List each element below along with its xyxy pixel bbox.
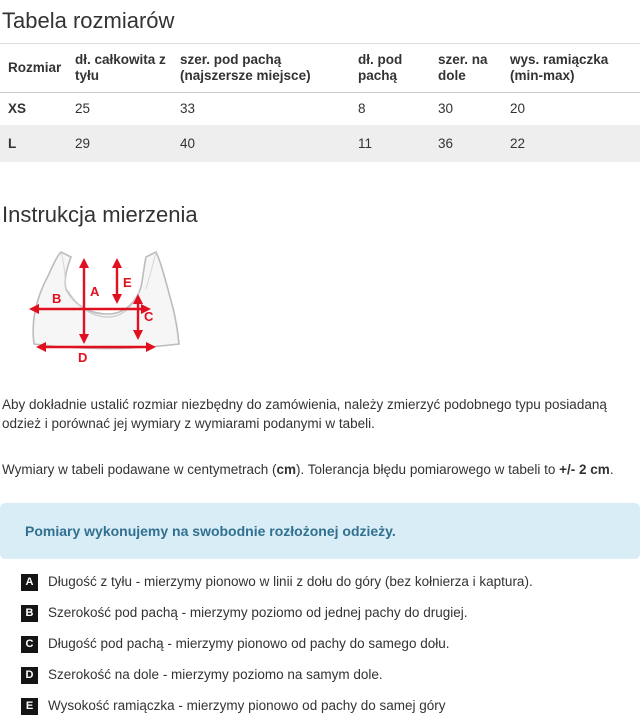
measurement-description: Szerokość pod pachą - mierzymy poziomo od jednej pachy do drugiej. <box>48 605 468 620</box>
badge-d-icon: D <box>21 667 38 684</box>
table-row-xs <box>0 93 640 126</box>
cell-value: 8 <box>358 101 366 116</box>
measurement-description: Wysokość ramiączka - mierzymy pionowo od pachy do samej góry <box>48 698 446 713</box>
measurement-description: Długość z tyłu - mierzymy pionowo w linii z dołu do góry (bez kołnierza i kaptura). <box>48 574 533 589</box>
table-row-l <box>0 125 640 162</box>
cell-value: 11 <box>350 125 430 162</box>
list-item <box>21 666 640 684</box>
diagram-label-c: C <box>144 309 154 324</box>
units-tolerance-paragraph <box>2 460 640 479</box>
measurement-note-box <box>0 503 640 559</box>
measurement-definitions-list <box>0 573 640 715</box>
list-item <box>21 573 640 591</box>
paragraph2-bold-cm: cm <box>276 462 296 477</box>
cell-value: 29 <box>67 125 172 162</box>
cell-value: 33 <box>180 101 196 116</box>
cell-value: 22 <box>502 125 640 162</box>
col-header-szer-na-dole: szer. na dole <box>430 44 502 93</box>
measurement-description: Szerokość na dole - mierzymy poziomo na samym dole. <box>48 667 383 682</box>
size-table-title: Tabela rozmiarów <box>2 8 175 33</box>
cell-value: 36 <box>430 125 502 162</box>
col-header-rozmiar: Rozmiar <box>0 44 67 93</box>
cell-value: 40 <box>172 125 350 162</box>
col-header-szer-pod-pacha: szer. pod pachą (najszersze miejsce) <box>172 44 350 93</box>
cell-value: 20 <box>510 101 526 116</box>
garment-measurement-diagram-icon <box>20 246 220 371</box>
col-header-dl-calkowita: dł. całkowita z tyłu <box>67 44 172 93</box>
measurement-note-text: Pomiary wykonujemy na swobodnie rozłożonej odzieży. <box>25 523 396 539</box>
paragraph2-bold-tolerance: +/- 2 cm <box>559 462 610 477</box>
cell-value: 25 <box>75 101 91 116</box>
list-item <box>21 635 640 653</box>
badge-c-icon: C <box>21 636 38 653</box>
cell-size: XS <box>8 101 27 116</box>
diagram-label-b: B <box>52 291 62 306</box>
list-item <box>21 604 640 622</box>
diagram-label-d: D <box>78 350 88 365</box>
diagram-label-a: A <box>90 284 100 299</box>
cell-value: 30 <box>438 101 454 116</box>
list-item <box>21 697 640 715</box>
size-table-header-row <box>0 44 640 93</box>
paragraph2-part3: . <box>609 462 614 477</box>
cell-size: L <box>0 125 67 162</box>
badge-a-icon: A <box>21 574 38 591</box>
col-header-wys-ramiaczka: wys. ramiączka (min-max) <box>502 44 640 93</box>
paragraph2-part1: Wymiary w tabeli podawane w centymetrach ( <box>2 462 277 477</box>
paragraph2-part2: ). Tolerancja błędu pomiarowego w tabeli to <box>296 462 560 477</box>
badge-b-icon: B <box>21 605 38 622</box>
badge-e-icon: E <box>21 698 38 715</box>
measuring-intro-paragraph: Aby dokładnie ustalić rozmiar niezbędny do zamówienia, należy zmierzyć podobnego typu posiadaną odzież i porównać jej wymiary z wymiarami podanymi w tabeli. <box>2 397 607 431</box>
instructions-title: Instrukcja mierzenia <box>2 202 198 227</box>
size-table <box>0 43 640 162</box>
diagram-label-e: E <box>123 275 132 290</box>
col-header-dl-pod-pacha: dł. pod pachą <box>350 44 430 93</box>
measurement-description: Długość pod pachą - mierzymy pionowo od pachy do samego dołu. <box>48 636 450 651</box>
